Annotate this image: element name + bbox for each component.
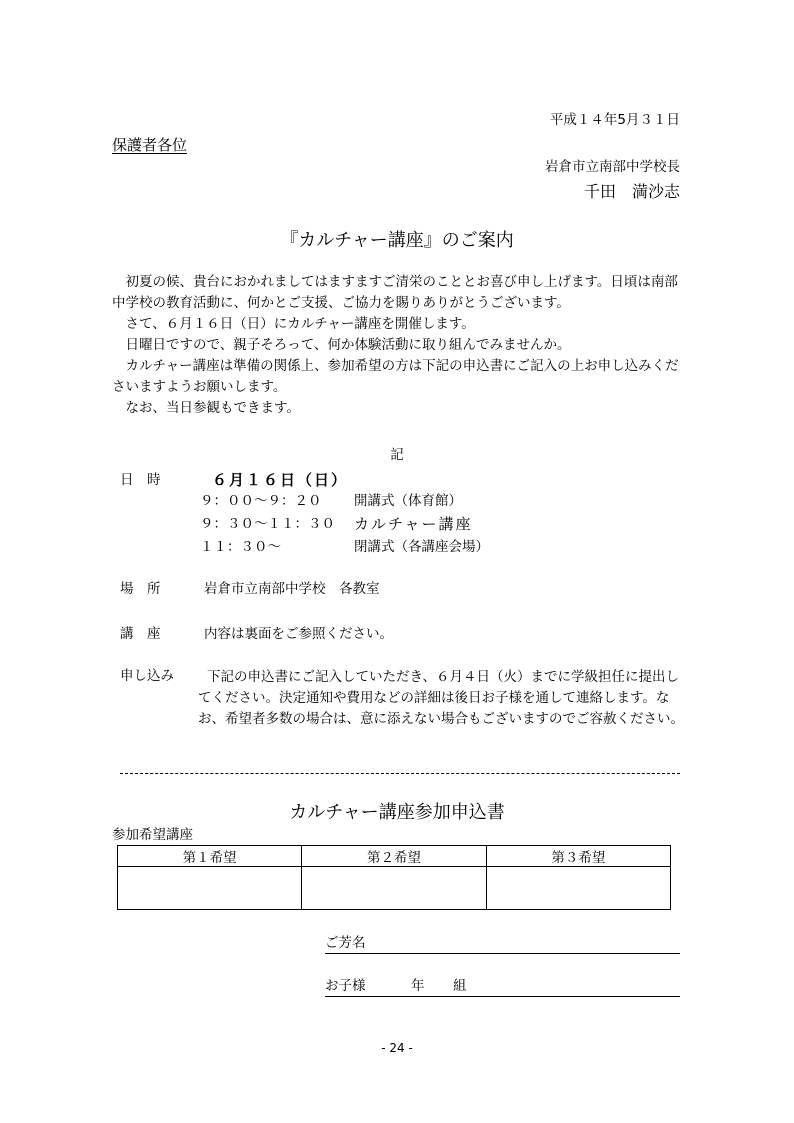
issue-date: 平成１４年5月３１日	[549, 112, 680, 128]
page-number: - 24 -	[381, 1041, 413, 1055]
document-title: 『カルチャー講座』のご案内	[280, 230, 514, 251]
form-title: カルチャー講座参加申込書	[289, 802, 505, 823]
body-paragraph: 日曜日ですので、親子そろって、何か体験活動に取り組んでみませんか。	[125, 337, 571, 353]
class-label: 組	[453, 978, 467, 994]
child-field[interactable]	[325, 976, 680, 997]
sender-organization: 岩倉市立南部中学校長	[545, 159, 680, 175]
place-value: 岩倉市立南部中学校 各教室	[204, 581, 380, 597]
event-date: ６月１６日（日）	[212, 471, 349, 489]
schedule-label: 日 時	[120, 472, 161, 488]
body-paragraph: なお、当日参観もできます。	[125, 400, 300, 416]
body-paragraph: 初夏の候、貴台におかれましてはますますご清栄のこととお喜び申し上げます。日頃は南部中学校の教育活動に、何かとご支援、ご協力を賜りありがとうございます。	[112, 274, 678, 311]
schedule-time: ９：００～９：２０	[200, 493, 322, 509]
preference-table	[117, 845, 671, 910]
name-label: ご芳名	[325, 935, 366, 951]
body-paragraph: カルチャー講座は準備の関係上、参加希望の方は下記の申込書にご記入の上お申し込みくださいますようお願いします。	[112, 358, 679, 395]
preference-header-3: 第３希望	[486, 846, 670, 867]
body-paragraph: さて、６月１６日（日）にカルチャー講座を開催します。	[125, 316, 475, 332]
application-label: 申し込み	[120, 668, 174, 684]
schedule-event: 開講式（体育館）	[354, 493, 462, 509]
schedule-event: 閉講式（各講座会場）	[354, 539, 489, 555]
preference-header-1: 第１希望	[118, 846, 302, 867]
course-value: 内容は裏面をご参照ください。	[204, 626, 393, 642]
application-value: 下記の申込書にご記入していただき、６月４日（火）までに学級担任に提出してください。決定通知や費用などの詳細は後日お子様を通して連絡します。なお、希望者多数の場合は、意に添えない場合もございますのでご容赦ください。	[198, 669, 684, 727]
preference-cell-3[interactable]	[486, 867, 670, 910]
name-field[interactable]	[325, 933, 680, 954]
schedule-event-highlight: カルチャー講座	[354, 515, 473, 533]
form-subtitle: 参加希望講座	[112, 827, 193, 843]
preference-cell-1[interactable]	[118, 867, 302, 910]
preference-header-2: 第２希望	[302, 846, 486, 867]
child-label: お子様	[325, 978, 366, 994]
body-text	[112, 272, 682, 419]
year-label: 年	[411, 978, 425, 994]
cut-line	[120, 773, 680, 774]
ki-heading: 記	[390, 447, 404, 463]
sender-name: 千田 満沙志	[583, 182, 680, 201]
place-label: 場 所	[120, 581, 161, 597]
preference-cell-2[interactable]	[302, 867, 486, 910]
schedule-time: ９：３０～１１：３０	[200, 516, 335, 532]
recipient: 保護者各位	[112, 136, 188, 154]
schedule-time: １１：３０～	[200, 539, 281, 555]
course-label: 講 座	[120, 626, 161, 642]
